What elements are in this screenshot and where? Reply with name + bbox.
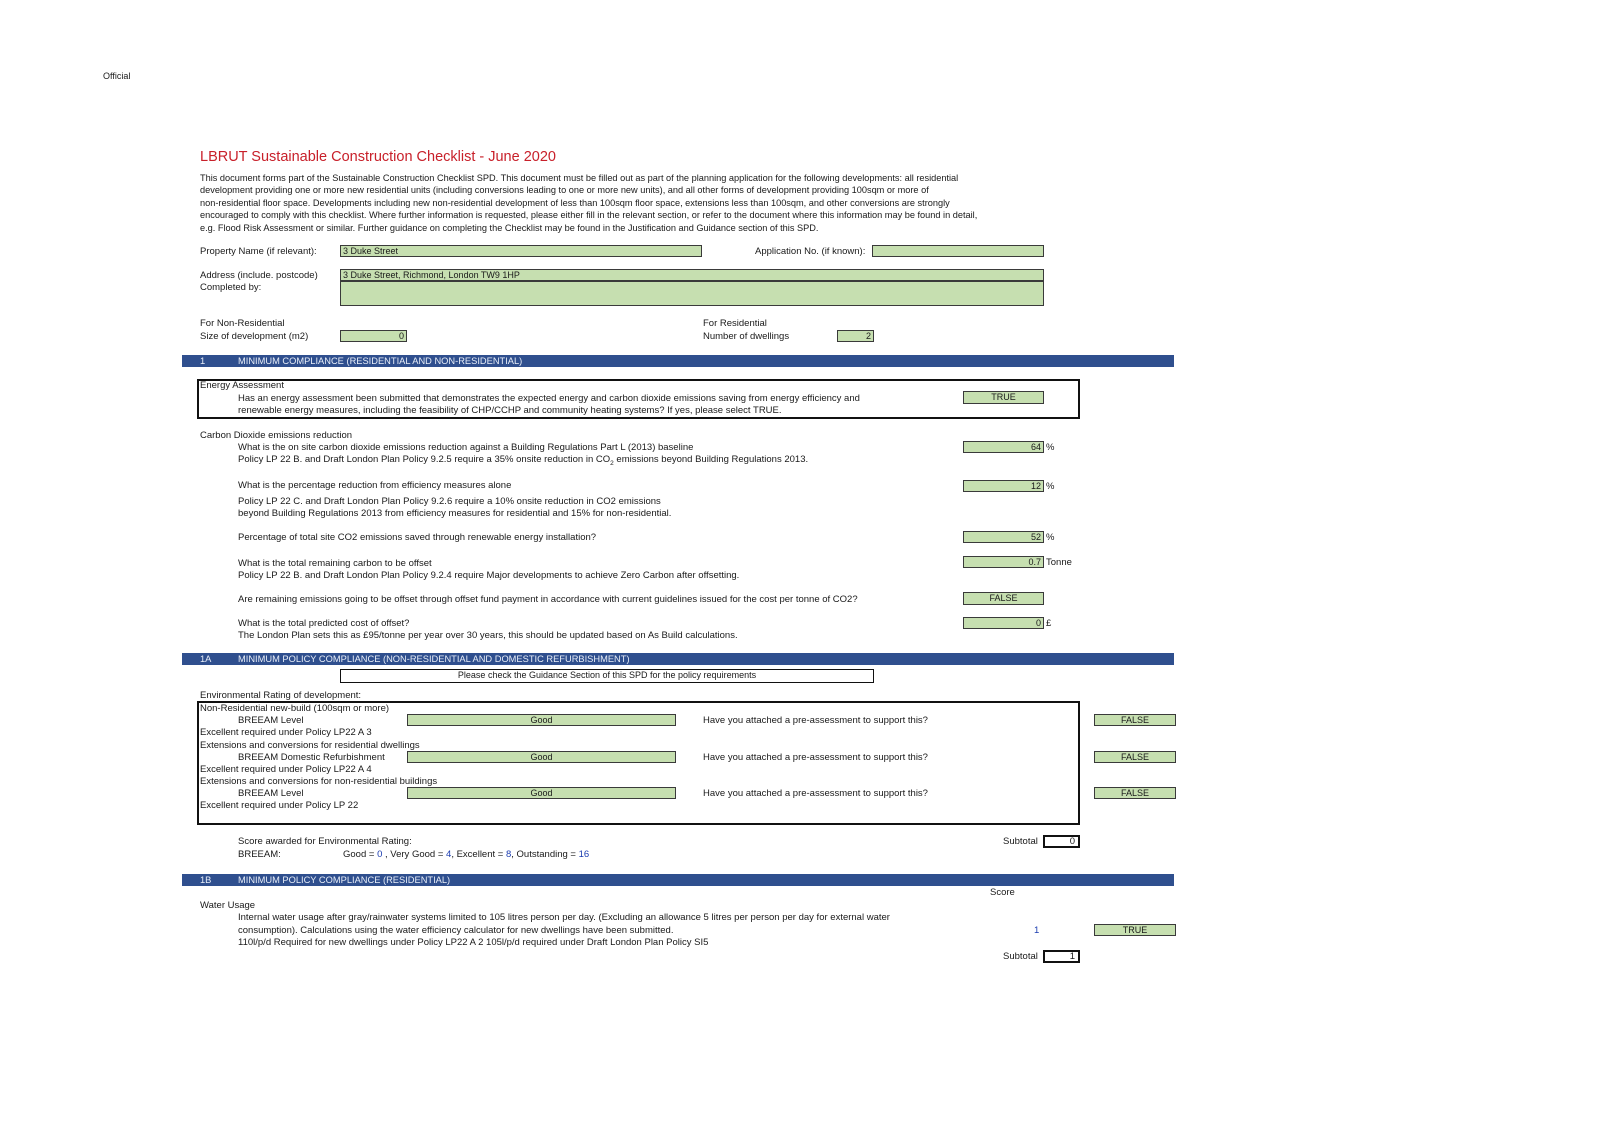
scale-text: , Excellent = xyxy=(451,849,506,860)
scale-value: 8 xyxy=(505,849,512,860)
efficiency-policy-line2: beyond Building Regulations 2013 from efficiency measures for residential and 15% for non-residential. xyxy=(238,508,672,519)
rating-group-label: Extensions and conversions for non-residential buildings xyxy=(200,776,438,787)
pre-assessment-question: Have you attached a pre-assessment to support this? xyxy=(703,788,928,799)
scale-value: 16 xyxy=(578,849,590,860)
offset-cost-field[interactable]: 0 xyxy=(963,617,1044,629)
application-no-field[interactable] xyxy=(872,245,1044,257)
section-title: MINIMUM COMPLIANCE (RESIDENTIAL AND NON-RESIDENTIAL) xyxy=(238,356,523,366)
section-1-header xyxy=(182,355,1174,367)
guidance-note-box: Please check the Guidance Section of this SPD for the policy requirements xyxy=(340,669,874,683)
pre-assessment-select[interactable]: FALSE xyxy=(1094,714,1176,726)
residential-heading: For Residential xyxy=(703,318,767,329)
co2-policy-tail: emissions beyond Building Regulations 2013. xyxy=(613,454,809,465)
co2-subscript: 2 xyxy=(610,459,614,467)
page-title: LBRUT Sustainable Construction Checklist - June 2020 xyxy=(200,149,556,165)
section-1b-header xyxy=(182,874,1174,886)
carbon-offset-field[interactable]: 0.7 xyxy=(963,556,1044,568)
size-label: Size of development (m2) xyxy=(200,331,309,342)
pre-assessment-question: Have you attached a pre-assessment to support this? xyxy=(703,752,928,763)
carbon-offset-question: What is the total remaining carbon to be offset xyxy=(238,558,432,569)
carbon-offset-unit: Tonne xyxy=(1046,557,1072,568)
efficiency-unit: % xyxy=(1046,481,1055,492)
offset-fund-question: Are remaining emissions going to be offset through offset fund payment in accordance with current guidelines issued for the cost per tonne of CO2? xyxy=(238,594,858,605)
energy-assessment-select[interactable]: TRUE xyxy=(963,391,1044,404)
classification-label: Official xyxy=(103,71,131,81)
address-field[interactable]: 3 Duke Street, Richmond, London TW9 1HP xyxy=(340,269,1044,281)
application-no-label: Application No. (if known): xyxy=(755,246,866,257)
rating-row-label: BREEAM Domestic Refurbishment xyxy=(238,752,385,763)
co2-reduction-field[interactable]: 64 xyxy=(963,441,1044,453)
renewable-field[interactable]: 52 xyxy=(963,531,1044,543)
property-name-label: Property Name (if relevant): xyxy=(200,246,317,257)
rating-requirement-note: Excellent required under Policy LP22 A 3 xyxy=(200,727,372,738)
rating-group-label: Non-Residential new-build (100sqm or more) xyxy=(200,703,390,714)
scale-text: Good = xyxy=(343,849,378,860)
section-code: 1B xyxy=(200,875,212,885)
water-usage-select[interactable]: TRUE xyxy=(1094,924,1176,936)
environmental-rating-heading: Environmental Rating of development: xyxy=(200,690,362,701)
rating-group-label: Extensions and conversions for residential dwellings xyxy=(200,740,420,751)
pre-assessment-select[interactable]: FALSE xyxy=(1094,751,1176,763)
scale-value: 0 xyxy=(377,849,383,860)
intro-paragraph xyxy=(200,172,1050,234)
intro-line: development providing one or more new residential units (including conversions leading to one or more new units), and all other forms of development providing 100sqm or more of xyxy=(200,185,929,196)
water-question-line1: Internal water usage after gray/rainwater systems limited to 105 litres person per day. (Excluding an allowance 5 litres per person per day for external water xyxy=(238,912,890,923)
section-title: MINIMUM POLICY COMPLIANCE (RESIDENTIAL) xyxy=(238,875,451,885)
dwellings-label: Number of dwellings xyxy=(703,331,790,342)
subtotal-value: 0 xyxy=(1043,835,1080,848)
co2-unit: % xyxy=(1046,442,1055,453)
offset-cost-unit: £ xyxy=(1046,618,1052,629)
completed-by-label: Completed by: xyxy=(200,282,262,293)
score-column-header: Score xyxy=(990,887,1015,898)
rating-requirement-note: Excellent required under Policy LP22 A 4 xyxy=(200,764,372,775)
water-question-line3: 110l/p/d Required for new dwellings under Policy LP22 A 2 105l/p/d required under Draft London Plan Policy SI5 xyxy=(238,937,709,948)
scale-value: 4 xyxy=(446,849,452,860)
water-question-line2: consumption). Calculations using the water efficiency calculator for new dwellings have been submitted. xyxy=(238,925,674,936)
renewable-question: Percentage of total site CO2 emissions saved through renewable energy installation? xyxy=(238,532,597,543)
efficiency-field[interactable]: 12 xyxy=(963,480,1044,492)
renewable-unit: % xyxy=(1046,532,1055,543)
rating-requirement-note: Excellent required under Policy LP 22 xyxy=(200,800,359,811)
energy-question-line2: renewable energy measures, including the feasibility of CHP/CCHP and community heating systems? If yes, please select TRUE. xyxy=(238,405,782,416)
offset-cost-question: What is the total predicted cost of offset? xyxy=(238,618,410,629)
rating-row-label: BREEAM Level xyxy=(238,715,304,726)
pre-assessment-question: Have you attached a pre-assessment to support this? xyxy=(703,715,928,726)
rating-row-label: BREEAM Level xyxy=(238,788,304,799)
pre-assessment-select[interactable]: FALSE xyxy=(1094,787,1176,799)
subtotal-label: Subtotal xyxy=(1003,951,1038,962)
completed-by-field[interactable] xyxy=(340,281,1044,306)
dwellings-field[interactable]: 2 xyxy=(837,330,874,342)
section-1a-header xyxy=(182,653,1174,665)
size-field[interactable]: 0 xyxy=(340,330,407,342)
scale-text: , Outstanding = xyxy=(511,849,579,860)
carbon-offset-policy: Policy LP 22 B. and Draft London Plan Policy 9.2.4 require Major developments to achieve Zero Carbon after offsetting. xyxy=(238,570,740,581)
subtotal-value: 1 xyxy=(1043,950,1080,963)
section-code: 1 xyxy=(200,356,206,366)
section-title: MINIMUM POLICY COMPLIANCE (NON-RESIDENTIAL AND DOMESTIC REFURBISHMENT) xyxy=(238,654,630,664)
breeam-score-scale xyxy=(343,849,589,861)
intro-line: This document forms part of the Sustainable Construction Checklist SPD. This document must be filled out as part of the planning application for the following developments: all residential xyxy=(200,173,959,183)
section-code: 1A xyxy=(200,654,212,664)
scale-text: , Very Good = xyxy=(382,849,447,860)
energy-question-line1: Has an energy assessment been submitted that demonstrates the expected energy and carbon dioxide emissions saving from energy efficiency and xyxy=(238,393,860,404)
address-label: Address (include. postcode) xyxy=(200,270,318,281)
water-usage-heading: Water Usage xyxy=(200,900,256,911)
offset-cost-note: The London Plan sets this as £95/tonne per year over 30 years, this should be updated based on As Build calculations. xyxy=(238,630,738,641)
efficiency-policy-line1: Policy LP 22 C. and Draft London Plan Policy 9.2.6 require a 10% onsite reduction in CO2 emissions xyxy=(238,496,661,507)
energy-assessment-heading: Energy Assessment xyxy=(200,380,284,391)
breeam-refurbishment-select[interactable]: Good xyxy=(407,751,676,763)
subtotal-label: Subtotal xyxy=(1003,836,1038,847)
water-score: 1 xyxy=(1034,925,1040,936)
co2-policy xyxy=(238,454,808,470)
intro-line: e.g. Flood Risk Assessment or similar. Further guidance on completing the Checklist may be found in the Justification and Guidance section of this SPD. xyxy=(200,222,819,233)
intro-line: encouraged to comply with this checklist. Where further information is requested, please either fill in the relevant section, or refer to the document where this information may be found in detail, xyxy=(200,210,978,221)
efficiency-question: What is the percentage reduction from efficiency measures alone xyxy=(238,480,512,491)
co2-question: What is the on site carbon dioxide emissions reduction against a Building Regulations Part L (2013) baseline xyxy=(238,442,694,453)
co2-heading: Carbon Dioxide emissions reduction xyxy=(200,430,353,441)
intro-line: non-residential floor space. Developments including new non-residential development of less than 100sqm floor space, extensions less than 100sqm, and other conversions are strongly xyxy=(200,197,950,208)
non-residential-heading: For Non-Residential xyxy=(200,318,285,329)
breeam-level-select[interactable]: Good xyxy=(407,787,676,799)
score-awarded-label: Score awarded for Environmental Rating: xyxy=(238,836,412,847)
breeam-label: BREEAM: xyxy=(238,849,281,860)
property-name-field[interactable]: 3 Duke Street xyxy=(340,245,702,257)
breeam-level-select[interactable]: Good xyxy=(407,714,676,726)
offset-fund-select[interactable]: FALSE xyxy=(963,592,1044,605)
co2-policy-text: Policy LP 22 B. and Draft London Plan Policy 9.2.5 require a 35% onsite reduction in CO xyxy=(238,454,611,465)
